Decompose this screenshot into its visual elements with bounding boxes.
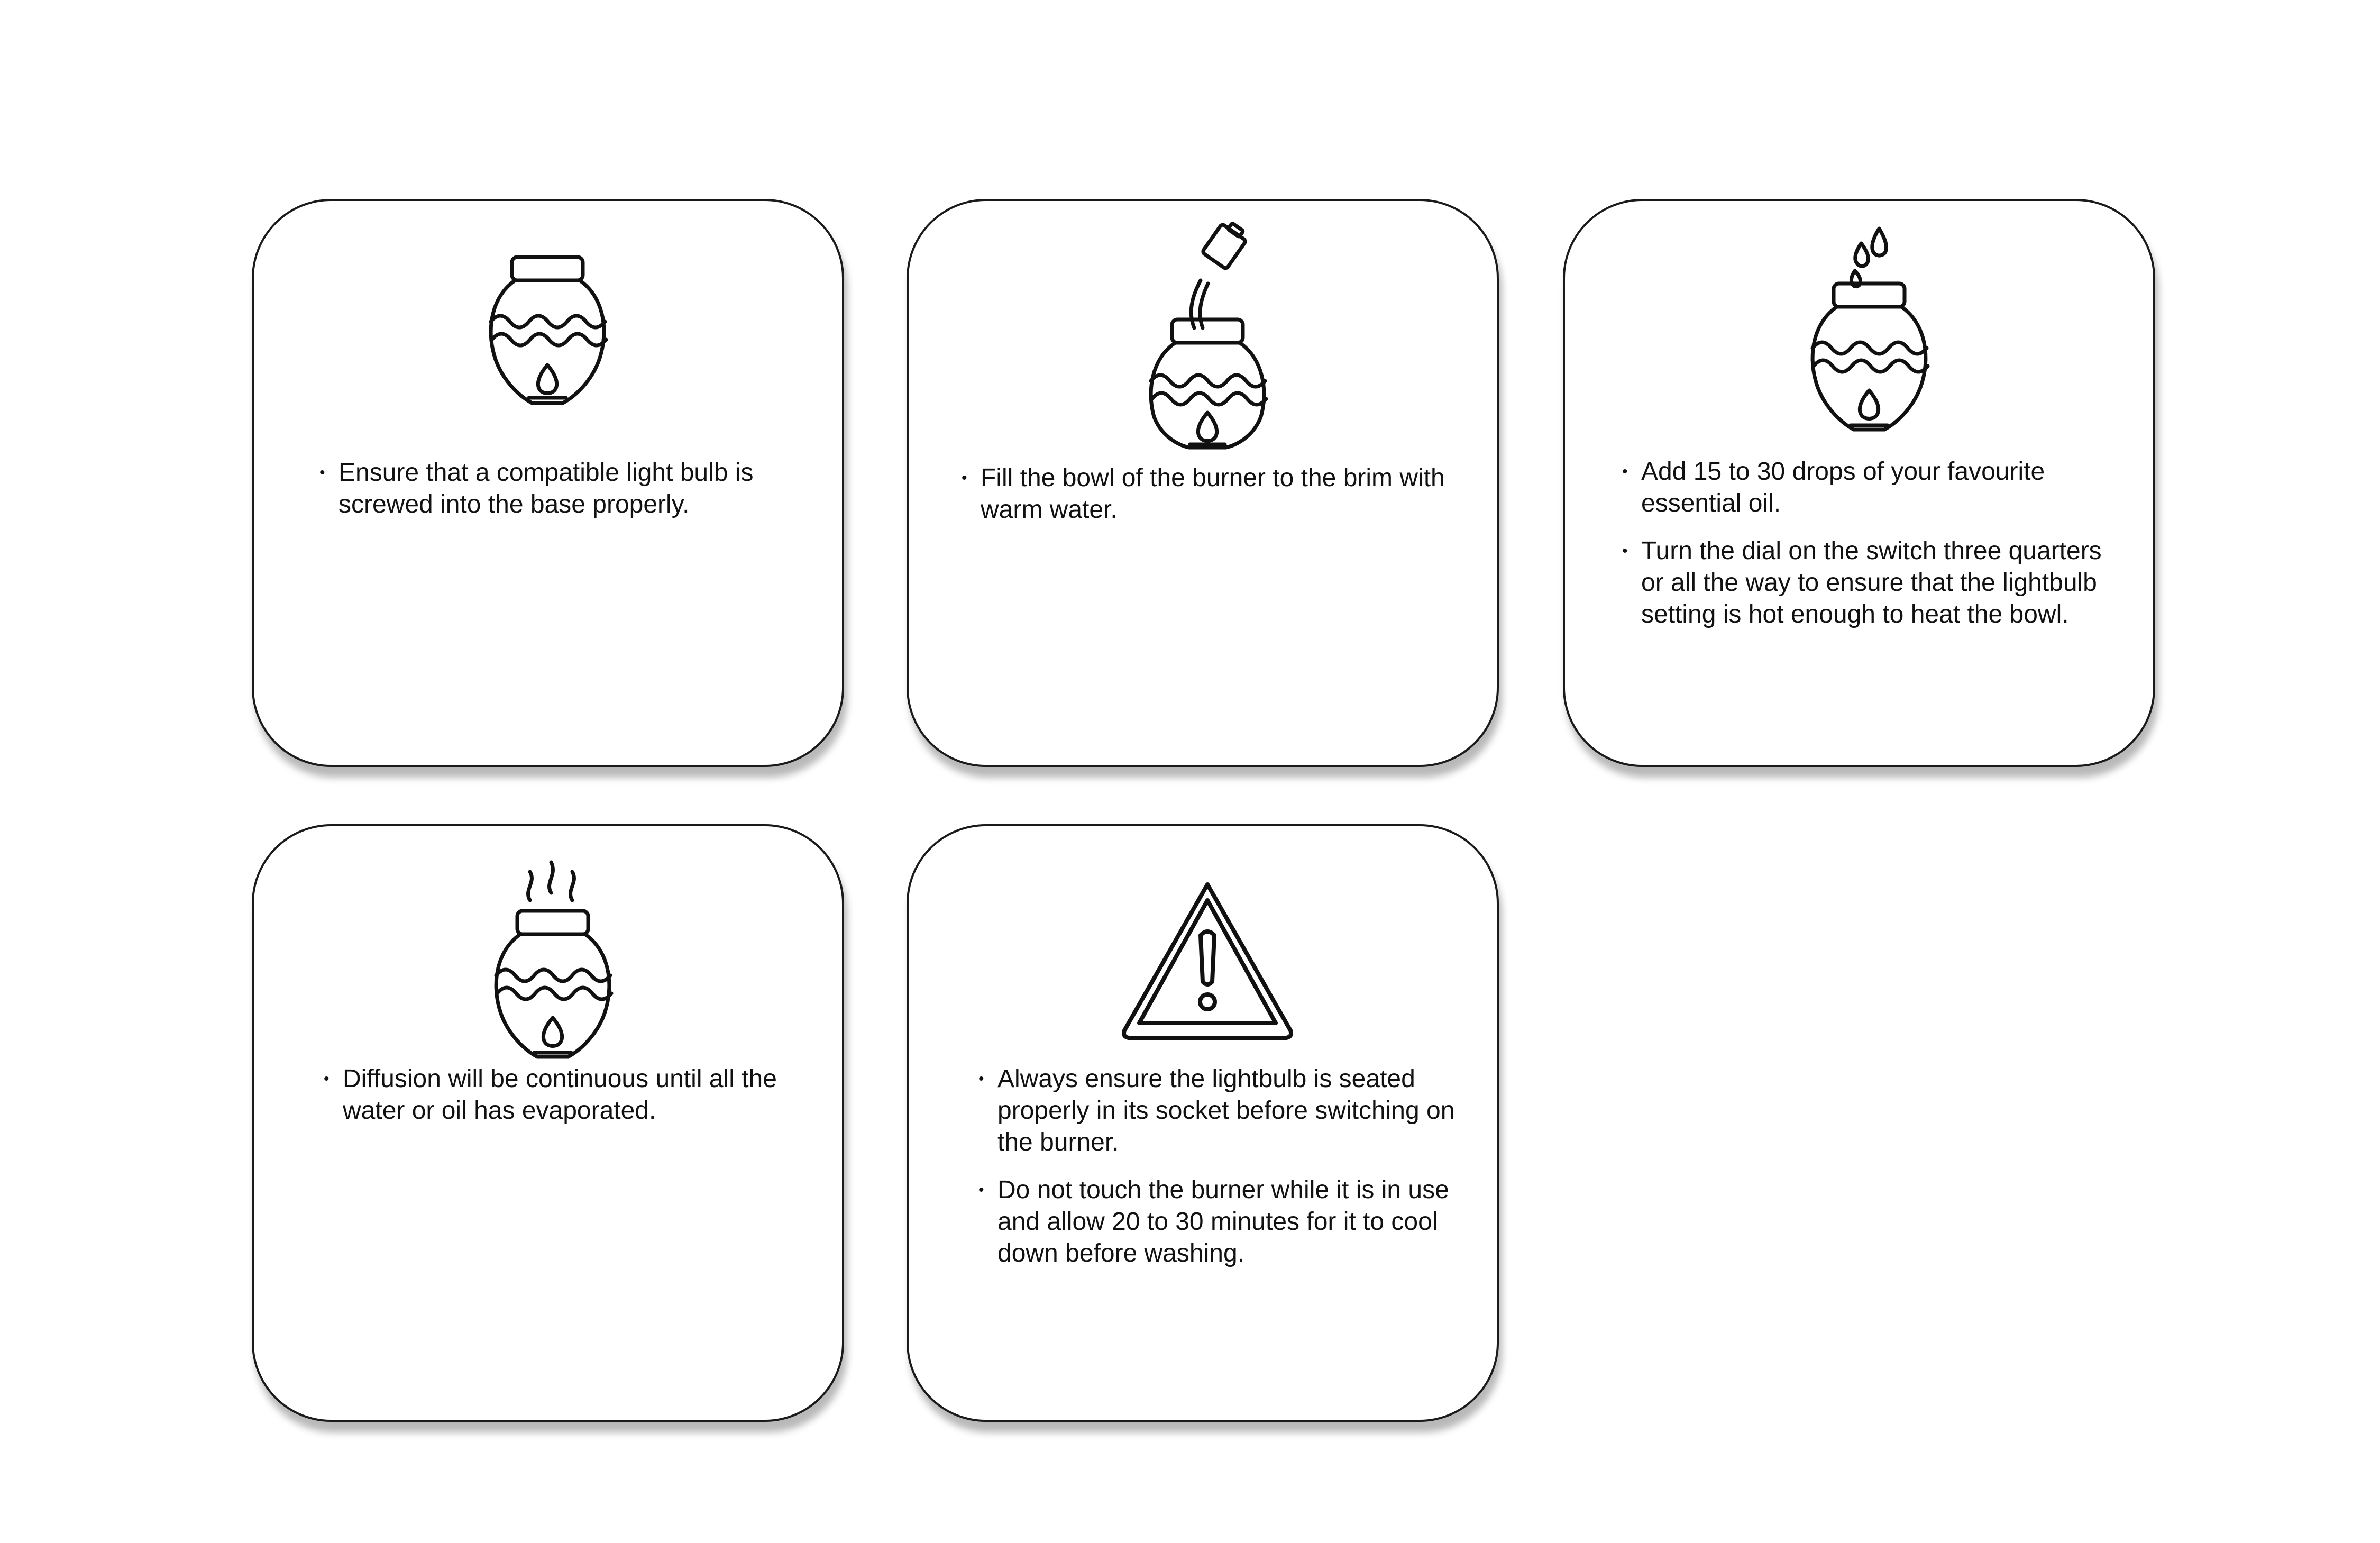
instruction-list — [962, 462, 1469, 542]
instruction-bullet: • Add 15 to 30 drops of your favourite essential oil. — [1622, 456, 2130, 519]
oil-burner-pouring-water-icon — [1141, 222, 1274, 450]
instruction-bullet: • Ensure that a compatible light bulb is screwed into the base properly. — [319, 457, 795, 521]
instruction-card-3 — [1563, 199, 2155, 767]
oil-burner-drops-icon — [1808, 222, 1930, 434]
instruction-list — [324, 1063, 821, 1143]
instruction-list — [1622, 456, 2130, 646]
instruction-card-5 — [907, 824, 1499, 1422]
instruction-list — [319, 457, 795, 536]
warning-triangle-icon — [1120, 879, 1295, 1043]
instruction-card-4 — [252, 824, 844, 1422]
instruction-card-1 — [252, 199, 844, 767]
oil-burner-steam-icon — [492, 858, 614, 1059]
oil-burner-icon — [487, 254, 608, 407]
instruction-card-2 — [907, 199, 1499, 767]
instruction-bullet: • Fill the bowl of the burner to the brim with warm water. — [962, 462, 1469, 526]
instruction-list — [978, 1063, 1476, 1285]
instruction-bullet: • Do not touch the burner while it is in use and allow 20 to 30 minutes for it to cool down before washing. — [978, 1174, 1476, 1270]
instruction-bullet: • Diffusion will be continuous until all the water or oil has evaporated. — [324, 1063, 821, 1127]
instruction-bullet: • Turn the dial on the switch three quarters or all the way to ensure that the lightbulb setting is hot enough to heat the bowl. — [1622, 535, 2130, 631]
instruction-bullet: • Always ensure the lightbulb is seated properly in its socket before switching on the burner. — [978, 1063, 1476, 1158]
